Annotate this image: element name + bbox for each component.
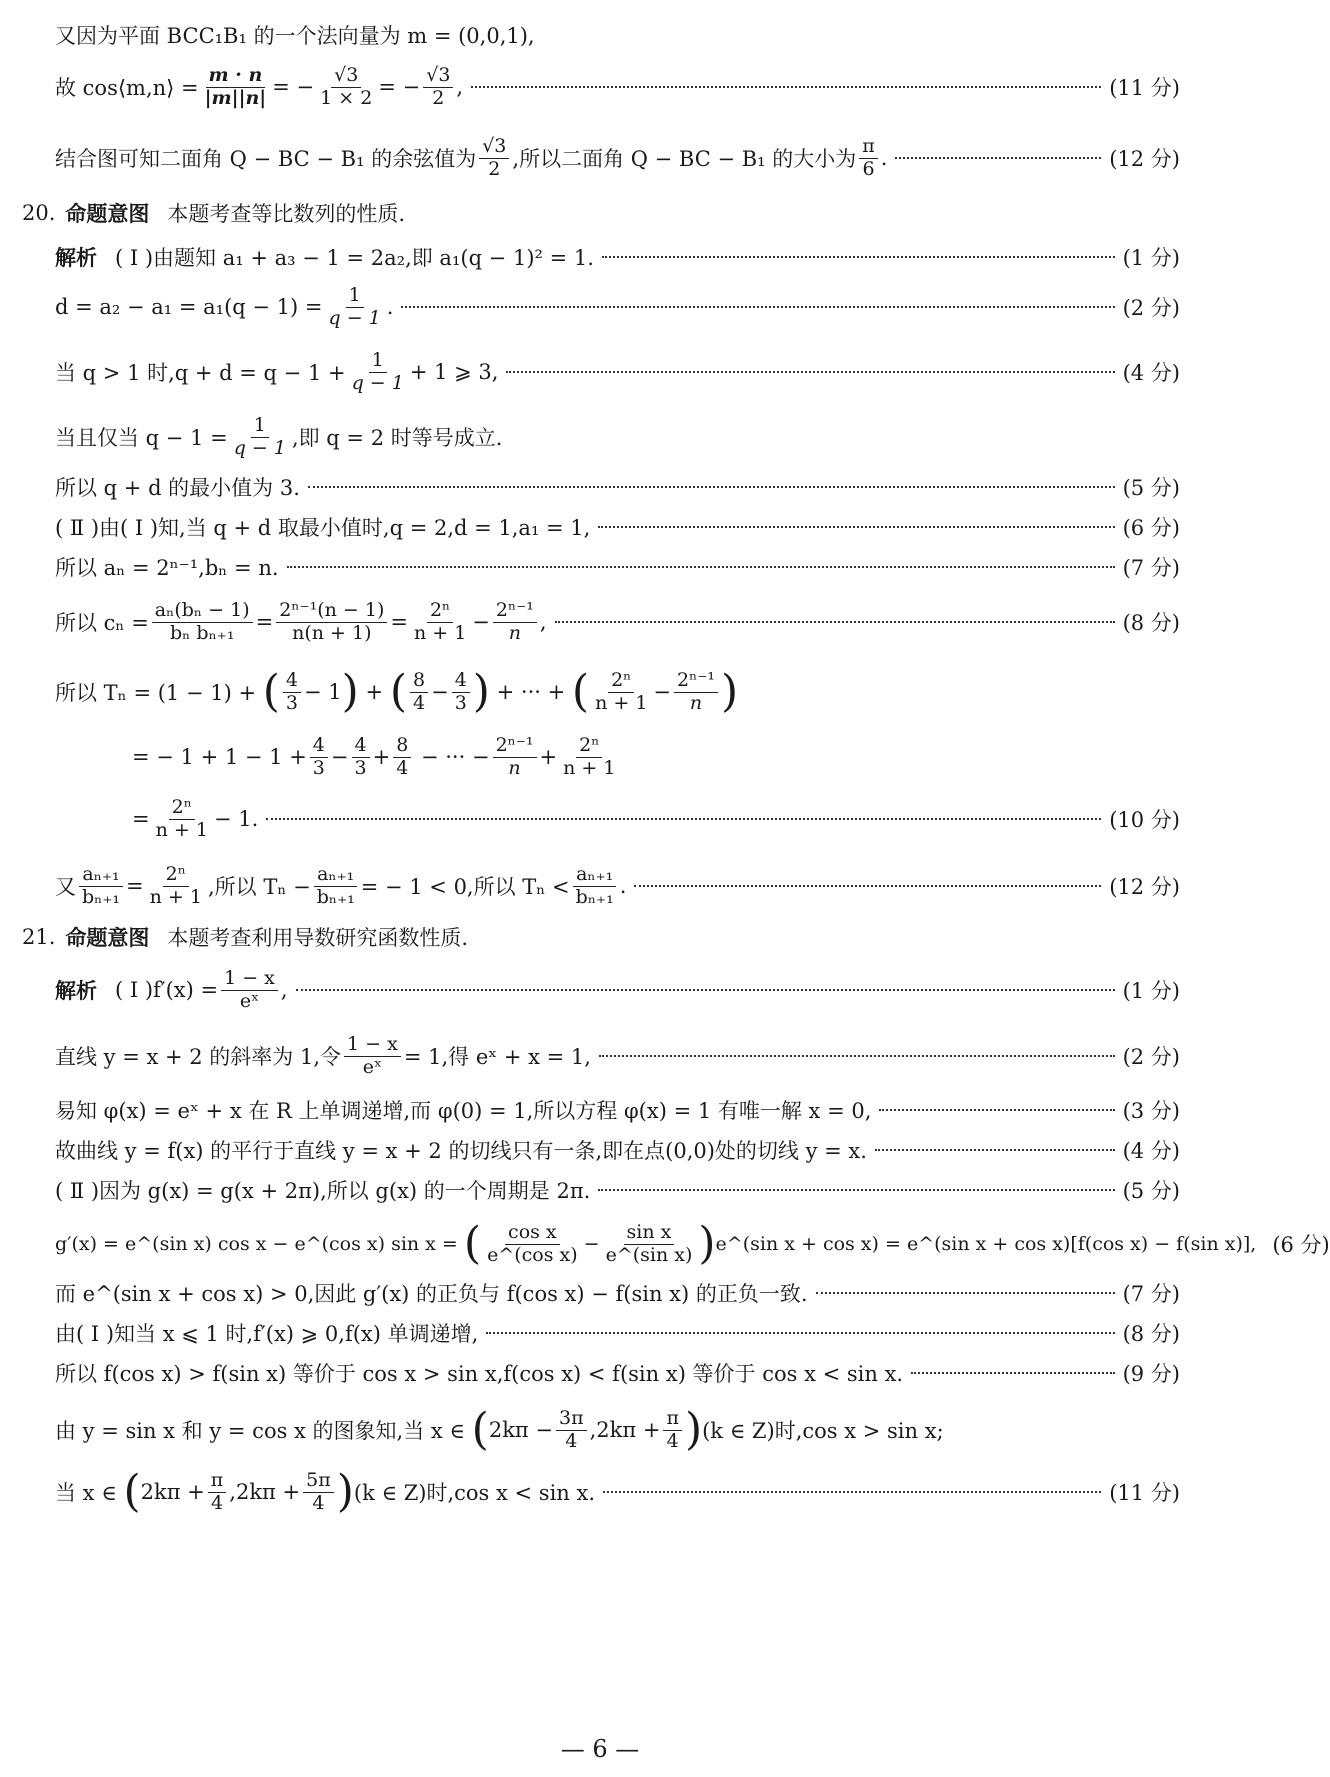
page-number: — 6 — (560, 1735, 640, 1763)
line-p7: 所以 aₙ = 2ⁿ⁻¹,bₙ = n. (7 分) (0, 552, 1200, 582)
dot-leader (266, 818, 1101, 820)
score: (11 分) (1109, 1481, 1180, 1506)
fraction: $\frac{\pi}{4}$ (208, 1470, 227, 1515)
score: (1 分) (1122, 246, 1180, 270)
line-r10: 由 y = sin x 和 y = cos x 的图象知,当 x ∈ ( 2kπ − $\frac{3\pi}{4}$ ,2kπ + $\frac{\pi}{4}$ ) (k ∈ Z)时,cos x > sin x; (55, 1404, 944, 1456)
line-p2: d = a₂ − a₁ = a₁(q − 1) = $\frac{1}{q - 1}$ . (2 分) (55, 284, 1180, 329)
score: (7 分) (1122, 1282, 1180, 1306)
score: (4 分) (1122, 361, 1180, 386)
dot-leader (879, 1109, 1114, 1111)
fraction: $\frac{\pi}{6}$ (859, 136, 878, 181)
score: (7 分) (1122, 556, 1180, 580)
dot-leader (599, 1055, 1115, 1057)
score: (3 分) (1122, 1099, 1180, 1123)
fraction: $\frac{1 - x}{\text{eˣ}}$ (344, 1034, 401, 1079)
fraction: $\frac{\text{aₙ₊₁}}{\text{bₙ₊₁}}$ (79, 864, 123, 909)
score: (8 分) (1122, 1322, 1180, 1346)
fraction: $\frac{4}{3}$ (310, 735, 328, 780)
score: (8 分) (1122, 611, 1180, 636)
section-label: 命题意图 (65, 201, 150, 226)
score: (10 分) (1109, 808, 1180, 833)
line-p1: 解析 ( Ⅰ )由题知 a₁ + a₃ − 1 = 2a₂,即 a₁(q − 1)² = 1. (1 分) (0, 242, 1200, 272)
line-p10: = − 1 + 1 − 1 + $\frac{4}{3}$ − $\frac{4}{3}$ + $\frac{8}{4}$ − ··· − $\frac{\text{2ⁿ⁻¹}}{n}$ + $\frac{\text{2ⁿ}}{n + 1}$ (0, 735, 1200, 780)
score: (6 分) (1122, 516, 1180, 540)
fraction: $\frac{\text{aₙ₊₁}}{\text{bₙ₊₁}}$ (573, 864, 617, 909)
line-p3: 当 q > 1 时,q + d = q − 1 + $\frac{1}{q - 1}$ + 1 ⩾ 3, (4 分) (55, 349, 1180, 394)
fraction: $\frac{1}{q - 1}$ (351, 349, 404, 394)
dot-leader (911, 1372, 1114, 1374)
score: (9 分) (1122, 1362, 1180, 1386)
line-r11: 当 x ∈ ( 2kπ + $\frac{\pi}{4}$ ,2kπ + $\frac{5\pi}{4}$ ) (k ∈ Z)时,cos x < sin x. (11 分) (55, 1466, 1180, 1518)
dot-leader (895, 157, 1101, 159)
line-cos-value: 故 cos⟨m,n⟩ = $\frac{m \cdot n}{|m||n|}$ = − $\frac{√3}{1 \times 2}$ = − $\frac{√3}{2}$ , (11 分) (55, 64, 1180, 109)
fraction: $\frac{1 - x}{\text{eˣ}}$ (221, 968, 278, 1013)
q20-header: 20. 命题意图 本题考查等比数列的性质. (0, 198, 1200, 228)
dot-leader (296, 989, 1115, 991)
dot-leader (486, 1332, 1114, 1334)
score: (1 分) (1122, 979, 1180, 1004)
dot-leader (598, 1189, 1114, 1191)
fraction: $\frac{4}{3}$ (283, 670, 301, 715)
fraction: $\frac{\pi}{4}$ (663, 1408, 682, 1453)
line-p8: 所以 cₙ = $\frac{\text{aₙ(bₙ − 1)}}{\text{bₙ bₙ₊₁}}$ = $\frac{\text{2ⁿ⁻¹(n − 1)}}{n(n + 1)}$ = $\frac{\text{2ⁿ}}{n + 1}$ − $\frac{\text{2ⁿ⁻¹}}{n}$ , (8 分) (55, 599, 1180, 644)
line-r8: 由( Ⅰ )知当 x ⩽ 1 时,f′(x) ⩾ 0,f(x) 单调递增, (8 分) (0, 1318, 1200, 1348)
fraction: $\frac{\text{aₙ(bₙ − 1)}}{\text{bₙ bₙ₊₁}}$ (152, 600, 253, 645)
fraction: $\frac{1}{q - 1}$ (233, 414, 286, 459)
fraction: $\frac{\text{sin x}}{\text{e\textasciicircum{}(sin x)}}$ (605, 1221, 693, 1266)
dot-leader (555, 621, 1115, 623)
fraction: $\frac{4}{3}$ (452, 670, 470, 715)
fraction: $\frac{5\pi}{4}$ (303, 1470, 334, 1515)
dot-leader (603, 1491, 1101, 1493)
score: (2 分) (1122, 1045, 1180, 1070)
dot-leader (287, 566, 1115, 568)
line-p9: 所以 Tₙ = (1 − 1) + ( $\frac{4}{3}$ − 1 ) + ( $\frac{8}{4}$ − $\frac{4}{3}$ ) + ··· + ( $\frac{\text{2ⁿ}}{n + 1}$ − $\frac{\text{2ⁿ⁻¹}}{n}$ ) (55, 666, 739, 718)
line-r1: 解析 ( Ⅰ )f′(x) = $\frac{1 - x}{\text{eˣ}}$ , (1 分) (55, 967, 1180, 1012)
line-r4: 故曲线 y = f(x) 的平行于直线 y = x + 2 的切线只有一条,即在点(0,0)处的切线 y = x. (4 分) (0, 1135, 1200, 1165)
score: (4 分) (1122, 1139, 1180, 1163)
fraction: $\frac{\text{2ⁿ⁻¹}}{n}$ (493, 600, 537, 645)
line-r7: 而 e^(sin x + cos x) > 0,因此 g′(x) 的正负与 f(cos x) − f(sin x) 的正负一致. (7 分) (0, 1278, 1200, 1308)
fraction: $\frac{\text{cos x}}{\text{e\textasciicircum{}(cos x)}}$ (487, 1221, 578, 1266)
fraction: $\frac{m \cdot n}{|m||n|}$ (204, 64, 267, 109)
line-r9: 所以 f(cos x) > f(sin x) 等价于 cos x > sin x,f(cos x) < f(sin x) 等价于 cos x < sin x. (9 分) (0, 1358, 1200, 1388)
fraction: $\frac{\text{2ⁿ}}{n + 1}$ (563, 734, 616, 779)
dot-leader (634, 885, 1101, 887)
fraction: $\frac{1}{q - 1}$ (328, 284, 381, 329)
fraction: $\frac{3\pi}{4}$ (556, 1408, 587, 1453)
score: (12 分) (1109, 875, 1180, 900)
fraction: $\frac{√3}{1 \times 2}$ (320, 64, 373, 109)
section-label: 命题意图 (65, 925, 150, 950)
fraction: $\frac{\text{2ⁿ⁻¹}}{n}$ (674, 670, 718, 715)
line-p5: 所以 q + d 的最小值为 3. (5 分) (0, 472, 1200, 502)
score: (5 分) (1122, 476, 1180, 500)
line-normal-vector: 又因为平面 BCC₁B₁ 的一个法向量为 m = (0,0,1), (55, 24, 535, 48)
question-number: 20. (22, 201, 56, 225)
score: (6 分) (1272, 1233, 1330, 1258)
dot-leader (471, 86, 1101, 88)
q21-header: 21. 命题意图 本题考查利用导数研究函数性质. (0, 922, 1200, 952)
fraction: $\frac{8}{4}$ (410, 670, 428, 715)
fraction: $\frac{√3}{2}$ (479, 136, 509, 181)
analysis-label: 解析 (55, 245, 97, 270)
line-r6: g′(x) = e^(sin x) cos x − e^(cos x) sin x = ( $\frac{\text{cos x}}{\text{e\textasciicircum{}(cos x)}}$ − $\frac{\text{sin x}}{\text{e\textasciicircum{}(sin x)}}$ ) e^(sin x + cos x) = e^(sin x + cos x)[f(cos x) − f(sin x)], (6 分) (55, 1218, 1330, 1270)
dot-leader (308, 486, 1115, 488)
fraction: $\frac{\text{2ⁿ}}{n + 1}$ (155, 796, 208, 841)
question-number: 21. (22, 925, 56, 949)
dot-leader (401, 306, 1114, 308)
dot-leader (602, 256, 1115, 258)
line-r2: 直线 y = x + 2 的斜率为 1,令 $\frac{1 - x}{\text{eˣ}}$ = 1,得 eˣ + x = 1, (2 分) (55, 1033, 1180, 1078)
line-p11: = $\frac{\text{2ⁿ}}{n + 1}$ − 1. (10 分) (132, 796, 1180, 841)
analysis-label: 解析 (55, 978, 97, 1004)
fraction: $\frac{\text{aₙ₊₁}}{\text{bₙ₊₁}}$ (314, 864, 358, 909)
line-p6: ( Ⅱ )由( Ⅰ )知,当 q + d 取最小值时,q = 2,d = 1,a₁ = 1, (6 分) (0, 512, 1200, 542)
score: (11 分) (1109, 76, 1180, 101)
line-p4: 当且仅当 q − 1 = $\frac{1}{q - 1}$ ,即 q = 2 时等号成立. (55, 414, 503, 459)
line-p12: 又 $\frac{\text{aₙ₊₁}}{\text{bₙ₊₁}}$ = $\frac{\text{2ⁿ}}{n + 1}$ ,所以 Tₙ − $\frac{\text{aₙ₊₁}}{\text{bₙ₊₁}}$ = − 1 < 0,所以 Tₙ < $\frac{\text{aₙ₊₁}}{\text{bₙ₊₁}}$ . (12 分) (55, 863, 1180, 908)
score: (12 分) (1109, 147, 1180, 172)
fraction: $\frac{8}{4}$ (393, 735, 411, 780)
fraction: $\frac{\text{2ⁿ⁻¹(n − 1)}}{n(n + 1)}$ (276, 600, 387, 645)
line-dihedral-angle: 结合图可知二面角 Q − BC − B₁ 的余弦值为 $\frac{√3}{2}$ ,所以二面角 Q − BC − B₁ 的大小为 $\frac{\pi}{6}$ . (12 分) (55, 135, 1180, 180)
dot-leader (875, 1149, 1115, 1151)
dot-leader (506, 371, 1114, 373)
dot-leader (816, 1292, 1115, 1294)
fraction: $\frac{\text{2ⁿ⁻¹}}{n}$ (493, 735, 537, 780)
score: (5 分) (1122, 1179, 1180, 1203)
score: (2 分) (1122, 296, 1180, 321)
fraction: $\frac{√3}{2}$ (423, 65, 453, 110)
dot-leader (598, 526, 1114, 528)
fraction: $\frac{4}{3}$ (352, 735, 370, 780)
line-r3: 易知 φ(x) = eˣ + x 在 R 上单调递增,而 φ(0) = 1,所以方程 φ(x) = 1 有唯一解 x = 0, (3 分) (0, 1095, 1200, 1125)
fraction: $\frac{\text{2ⁿ}}{n + 1}$ (595, 669, 648, 714)
fraction: $\frac{\text{2ⁿ}}{n + 1}$ (413, 599, 467, 644)
line-r5: ( Ⅱ )因为 g(x) = g(x + 2π),所以 g(x) 的一个周期是 2π. (5 分) (0, 1175, 1200, 1205)
fraction: $\frac{\text{2ⁿ}}{n + 1}$ (149, 863, 202, 908)
